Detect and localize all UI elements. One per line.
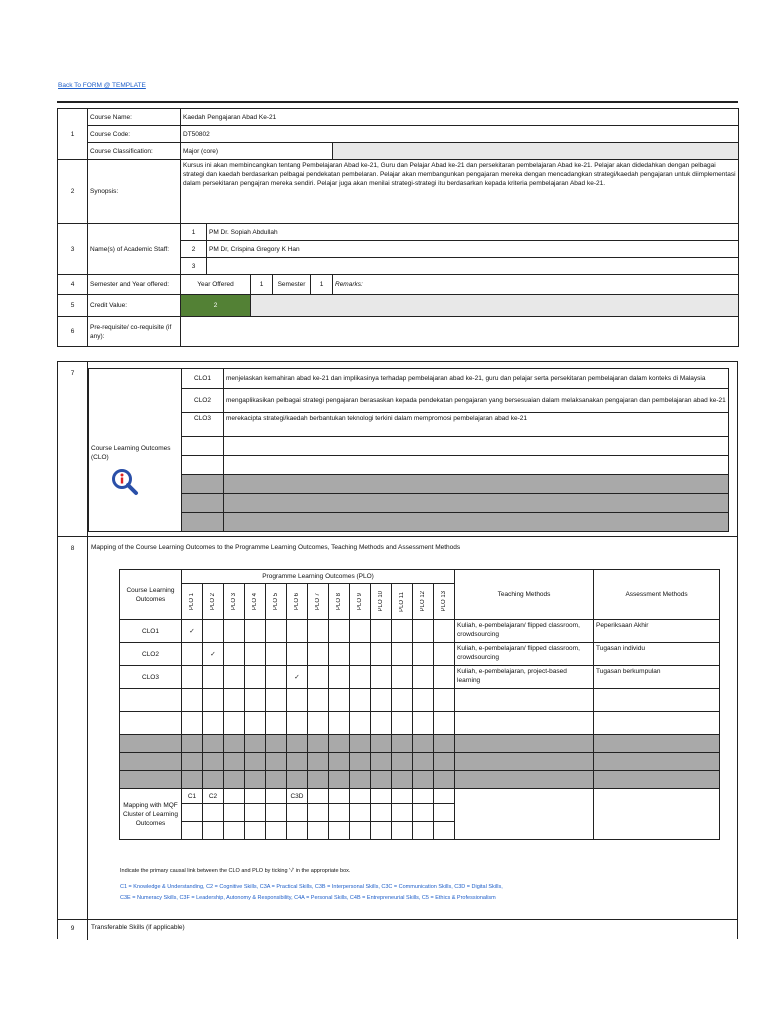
map-empty-cell [594, 712, 720, 735]
clo-label: Course Learning Outcomes (CLO) [91, 445, 171, 461]
plo-cell [350, 643, 371, 666]
mqf-cell [287, 804, 308, 822]
plo-cell [245, 620, 266, 643]
plo-header: Programme Learning Outcomes (PLO) [182, 570, 455, 584]
mqf-cell [308, 789, 329, 804]
mqf-cell [245, 804, 266, 822]
plo-cell [287, 643, 308, 666]
teaching-methods-header: Teaching Methods [455, 570, 594, 620]
plo-cell [308, 666, 329, 689]
tick-clo1-plo1: ✓ [182, 620, 203, 643]
map-clo1-assess: Peperiksaan Akhir [594, 620, 720, 643]
map-gray-cell [455, 771, 594, 789]
year-offered-value: 1 [251, 275, 273, 295]
clo-gray-text [224, 513, 729, 532]
row8-number-cell [58, 537, 88, 919]
plo-cell [413, 666, 434, 689]
mapping-title: Mapping of the Course Learning Outcomes to the Programme Learning Outcomes, Teaching Methods and Assessment Methods [91, 544, 461, 551]
map-gray-cell [120, 753, 182, 771]
ticking-note: Indicate the primary causal link between the CLO and PLO by ticking '√' in the appropriate box. [120, 868, 351, 874]
plo-header-label: PLO 2 [209, 592, 216, 610]
plo-cell [413, 643, 434, 666]
remarks-label: Remarks: [333, 275, 739, 295]
plo-cell [266, 620, 287, 643]
map-empty-cell [413, 712, 434, 735]
map-gray-cell [594, 771, 720, 789]
top-rule [57, 101, 738, 103]
map-gray-cell [245, 771, 266, 789]
plo-cell [245, 643, 266, 666]
map-gray-cell [203, 753, 224, 771]
plo-cell [308, 643, 329, 666]
clo3-id: CLO3 [182, 413, 224, 437]
plo-cell [371, 643, 392, 666]
info-magnifier-icon [111, 468, 139, 496]
credit-value: 2 [181, 295, 251, 317]
mqf-cell [413, 822, 434, 840]
map-gray-cell [245, 753, 266, 771]
row8-number: 8 [70, 545, 75, 552]
plo-header-5 [266, 584, 287, 620]
plo-cell [371, 666, 392, 689]
map-gray-cell [287, 753, 308, 771]
semester-year-label: Semester and Year offered: [88, 275, 181, 295]
prerequisite-value [181, 317, 739, 347]
mqf-c1: C1 [182, 789, 203, 804]
map-gray-cell [266, 735, 287, 753]
mqf-cell [371, 822, 392, 840]
map-gray-cell [371, 735, 392, 753]
plo-header-10 [371, 584, 392, 620]
clo-header: Course Learning Outcomes [120, 570, 182, 620]
map-gray-cell [308, 735, 329, 753]
plo-header-2 [203, 584, 224, 620]
plo-cell [413, 620, 434, 643]
section-9 [57, 919, 738, 939]
row7-number-cell [58, 362, 88, 536]
map-empty-cell [245, 689, 266, 712]
course-class-value: Major (core) [181, 143, 333, 160]
mqf-cell [329, 789, 350, 804]
mqf-cell [413, 804, 434, 822]
plo-cell [203, 620, 224, 643]
course-class-label: Course Classification: [88, 143, 181, 160]
mqf-cell [266, 804, 287, 822]
section-7 [57, 361, 738, 537]
mqf-legend-line1: C1 = Knowledge & Understanding, C2 = Cognitive Skills, C3A = Practical Skills, C3B = Interpersonal Skills, C3C = Communication Skills, C3D = Digital Skills, [120, 884, 503, 890]
map-gray-cell [203, 735, 224, 753]
course-info-table [57, 108, 739, 347]
mqf-cell [329, 804, 350, 822]
clo-gray-text [224, 494, 729, 513]
plo-header-8 [329, 584, 350, 620]
tick-clo3-plo6: ✓ [287, 666, 308, 689]
mqf-cell [434, 804, 455, 822]
row3-number: 3 [58, 224, 88, 275]
plo-header-label: PLO 4 [251, 592, 258, 610]
mqf-cell [182, 804, 203, 822]
map-gray-cell [203, 771, 224, 789]
staff-num-1: 1 [181, 224, 207, 241]
staff-name-3 [207, 258, 739, 275]
section-8 [57, 536, 738, 920]
semester-label: Semester [273, 275, 311, 295]
map-clo3-id: CLO3 [120, 666, 182, 689]
mqf-c3d: C3D [287, 789, 308, 804]
plo-cell [224, 643, 245, 666]
plo-cell [266, 666, 287, 689]
map-gray-cell [266, 771, 287, 789]
mqf-c2: C2 [203, 789, 224, 804]
course-code-label: Course Code: [88, 126, 181, 143]
plo-cell [329, 620, 350, 643]
mqf-cell [287, 822, 308, 840]
mqf-cell [224, 822, 245, 840]
mqf-cell [308, 822, 329, 840]
row1-number: 1 [58, 109, 88, 160]
map-clo1-teach: Kuliah, e-pembelajaran/ flipped classroom, crowdsourcing [455, 620, 594, 643]
map-gray-cell [329, 771, 350, 789]
mqf-cell [224, 789, 245, 804]
plo-header-3 [224, 584, 245, 620]
transferable-skills-label: Transferable Skills (if applicable) [91, 924, 185, 931]
mqf-cell [245, 789, 266, 804]
mqf-assess-empty [594, 789, 720, 840]
map-gray-cell [371, 753, 392, 771]
clo-gray-text [224, 475, 729, 494]
synopsis-label: Synopsis: [88, 160, 181, 224]
map-gray-cell [245, 735, 266, 753]
mqf-cell [434, 822, 455, 840]
map-empty-cell [203, 712, 224, 735]
map-clo2-id: CLO2 [120, 643, 182, 666]
mapping-table [119, 569, 720, 840]
map-empty-row [120, 712, 720, 735]
assessment-methods-header: Assessment Methods [594, 570, 720, 620]
map-row-clo3 [120, 666, 720, 689]
map-gray-cell [182, 753, 203, 771]
course-name-label: Course Name: [88, 109, 181, 126]
map-empty-cell [224, 712, 245, 735]
map-row-clo1 [120, 620, 720, 643]
plo-cell [287, 620, 308, 643]
plo-cell [224, 620, 245, 643]
semester-value: 1 [311, 275, 333, 295]
clo-empty-text [224, 437, 729, 456]
map-empty-cell [371, 712, 392, 735]
map-clo2-assess: Tugasan individu [594, 643, 720, 666]
mqf-cell [350, 789, 371, 804]
map-clo3-assess: Tugasan berkumpulan [594, 666, 720, 689]
plo-header-6 [287, 584, 308, 620]
map-empty-cell [413, 689, 434, 712]
clo2-id: CLO2 [182, 389, 224, 413]
clo-gray-id [182, 494, 224, 513]
map-gray-cell [120, 771, 182, 789]
plo-cell [329, 643, 350, 666]
mqf-cell [224, 804, 245, 822]
clo-gray-id [182, 475, 224, 494]
map-gray-cell [350, 771, 371, 789]
map-gray-cell [434, 771, 455, 789]
map-clo1-id: CLO1 [120, 620, 182, 643]
mqf-cell [266, 789, 287, 804]
credit-value-label: Credit Value: [88, 295, 181, 317]
mqf-cell [203, 804, 224, 822]
map-empty-cell [120, 689, 182, 712]
mqf-cell [392, 804, 413, 822]
mqf-cell [371, 789, 392, 804]
mqf-cell [182, 822, 203, 840]
plo-header-label: PLO 10 [377, 591, 384, 612]
map-gray-cell [120, 735, 182, 753]
synopsis-text: Kursus ini akan membincangkan tentang Pembelajaran Abad ke-21, Guru dan Pelajar Abad ke-21 dan persekitaran pembelajaran Abad ke-21. Pelajar akan didedahkan dengan pelbagai strategi dan kaedah berdasarkan pelbagai pendekatan pembelaran. Pelajar akan membangunkan pengajaran mereka dengan mencadangkan strategi/kaedah pengajaran untuk diimplementasi dalam persekitaran pengajran mereka sendiri. Pelajar juga akan menilai strategi-strategi itu berdasarkan kepada kriteria pembelajaran Abad ke-21. [181, 160, 739, 224]
map-empty-cell [434, 689, 455, 712]
map-empty-cell [224, 689, 245, 712]
plo-cell [371, 620, 392, 643]
mqf-cell [434, 789, 455, 804]
map-empty-cell [392, 689, 413, 712]
staff-num-2: 2 [181, 241, 207, 258]
plo-header-label: PLO 3 [230, 592, 237, 610]
plo-header-13 [434, 584, 455, 620]
mqf-cell [266, 822, 287, 840]
clo3-text: merekacipta strategi/kaedah berbantukan teknologi terkini dalam mempromosi pembelajaran abad ke-21 [224, 413, 729, 437]
map-gray-cell [413, 753, 434, 771]
clo-table [88, 368, 729, 532]
plo-cell [308, 620, 329, 643]
mqf-cell [350, 822, 371, 840]
mqf-cell [392, 789, 413, 804]
mqf-cell [392, 822, 413, 840]
clo-empty-id [182, 437, 224, 456]
plo-cell [224, 666, 245, 689]
map-gray-cell [329, 735, 350, 753]
row9-number: 9 [58, 920, 88, 940]
row2-number: 2 [58, 160, 88, 224]
map-clo3-teach: Kuliah, e-pembelajaran, project-based learning [455, 666, 594, 689]
map-empty-cell [392, 712, 413, 735]
map-gray-cell [308, 771, 329, 789]
map-empty-cell [182, 712, 203, 735]
map-gray-cell [371, 771, 392, 789]
map-empty-cell [350, 689, 371, 712]
map-empty-cell [308, 712, 329, 735]
map-empty-cell [434, 712, 455, 735]
map-gray-row [120, 753, 720, 771]
mqf-cell [413, 789, 434, 804]
clo-empty-id [182, 456, 224, 475]
plo-header-9 [350, 584, 371, 620]
clo-empty-text [224, 456, 729, 475]
map-empty-cell [266, 689, 287, 712]
plo-header-label: PLO 1 [188, 592, 195, 610]
map-gray-cell [350, 735, 371, 753]
plo-header-label: PLO 9 [356, 592, 363, 610]
clo-label-cell [89, 369, 182, 532]
mqf-cell [350, 804, 371, 822]
course-name-value: Kaedah Pengajaran Abad Ke-21 [181, 109, 739, 126]
map-empty-cell [245, 712, 266, 735]
mqf-teach-empty [455, 789, 594, 840]
staff-name-2: PM Dr, Crispina Gregory K Han [207, 241, 739, 258]
plo-cell [434, 620, 455, 643]
plo-cell [245, 666, 266, 689]
plo-cell [434, 643, 455, 666]
course-class-filler [333, 143, 739, 160]
map-gray-cell [455, 753, 594, 771]
map-gray-cell [224, 735, 245, 753]
row5-number: 5 [58, 295, 88, 317]
plo-header-7 [308, 584, 329, 620]
plo-header-11 [392, 584, 413, 620]
mqf-row-1 [120, 789, 720, 804]
mqf-cell [308, 804, 329, 822]
map-empty-row [120, 689, 720, 712]
mqf-cell [245, 822, 266, 840]
plo-cell [182, 643, 203, 666]
map-gray-cell [182, 771, 203, 789]
map-gray-cell [224, 771, 245, 789]
mqf-label: Mapping with MQF Cluster of Learning Outcomes [120, 789, 182, 840]
plo-header-label: PLO 5 [272, 592, 279, 610]
plo-cell [329, 666, 350, 689]
prerequisite-label: Pre-requisite/ co-requisite (if any): [88, 317, 181, 347]
mqf-cell [203, 822, 224, 840]
clo1-id: CLO1 [182, 369, 224, 389]
year-offered-label: Year Offered [181, 275, 251, 295]
map-empty-cell [371, 689, 392, 712]
plo-cell [350, 620, 371, 643]
map-empty-cell [120, 712, 182, 735]
plo-cell [350, 666, 371, 689]
map-empty-cell [266, 712, 287, 735]
map-gray-cell [266, 753, 287, 771]
academic-staff-label: Name(s) of Academic Staff: [88, 224, 181, 275]
map-empty-cell [455, 689, 594, 712]
map-gray-cell [392, 753, 413, 771]
map-empty-cell [329, 689, 350, 712]
plo-header-label: PLO 13 [440, 591, 447, 612]
row7-number: 7 [70, 370, 75, 377]
map-clo2-teach: Kuliah, e-pembelajaran/ flipped classroom, crowdsourcing [455, 643, 594, 666]
staff-name-1: PM Dr. Sopiah Abdullah [207, 224, 739, 241]
map-gray-cell [224, 753, 245, 771]
map-gray-cell [434, 735, 455, 753]
map-row-clo2 [120, 643, 720, 666]
map-gray-cell [182, 735, 203, 753]
map-gray-cell [413, 735, 434, 753]
map-empty-cell [182, 689, 203, 712]
map-gray-cell [350, 753, 371, 771]
mqf-cell [371, 804, 392, 822]
plo-cell [434, 666, 455, 689]
plo-header-label: PLO 8 [335, 592, 342, 610]
mqf-cell [329, 822, 350, 840]
clo1-text: menjelaskan kemahiran abad ke-21 dan implikasinya terhadap pembelajaran abad ke-21, guru dan pelajar serta persekitaran pembelajaran dalam konteks di Malaysia [224, 369, 729, 389]
plo-cell [392, 620, 413, 643]
map-empty-cell [455, 712, 594, 735]
row4-number: 4 [58, 275, 88, 295]
back-to-form-link[interactable]: Back To FORM @ TEMPLATE [58, 82, 146, 89]
map-empty-cell [329, 712, 350, 735]
map-gray-cell [329, 753, 350, 771]
credit-filler [251, 295, 739, 317]
map-empty-cell [203, 689, 224, 712]
staff-num-3: 3 [181, 258, 207, 275]
map-gray-cell [594, 753, 720, 771]
course-code-value: DT50802 [181, 126, 739, 143]
map-gray-cell [287, 771, 308, 789]
clo-gray-id [182, 513, 224, 532]
map-gray-cell [434, 753, 455, 771]
tick-clo2-plo2: ✓ [203, 643, 224, 666]
map-gray-cell [392, 735, 413, 753]
plo-header-4 [245, 584, 266, 620]
mqf-legend-line2: C3E = Numeracy Skills, C3F = Leadership, Autonomy & Responsibility, C4A = Personal Skills, C4B = Entrepreneurial Skills, C5 = Ethics & Professionalism [120, 895, 496, 901]
map-empty-cell [308, 689, 329, 712]
plo-header-label: PLO 12 [419, 591, 426, 612]
map-empty-cell [287, 689, 308, 712]
map-gray-row [120, 771, 720, 789]
map-gray-cell [392, 771, 413, 789]
plo-cell [203, 666, 224, 689]
plo-cell [392, 643, 413, 666]
clo2-text: mengaplikasikan pelbagai strategi pengajaran berasaskan kepada pendekatan pengajaran yang bersesuaian dalam melaksanakan pengajaran dan pembelajaran abad ke-21 [224, 389, 729, 413]
map-empty-cell [350, 712, 371, 735]
plo-header-label: PLO 6 [293, 592, 300, 610]
plo-header-12 [413, 584, 434, 620]
plo-cell [182, 666, 203, 689]
map-gray-cell [594, 735, 720, 753]
plo-cell [266, 643, 287, 666]
plo-cell [392, 666, 413, 689]
map-gray-row [120, 735, 720, 753]
plo-header-label: PLO 7 [314, 592, 321, 610]
map-gray-cell [455, 735, 594, 753]
row6-number: 6 [58, 317, 88, 347]
plo-header-label: PLO 11 [398, 591, 405, 612]
map-gray-cell [287, 735, 308, 753]
map-gray-cell [413, 771, 434, 789]
map-gray-cell [308, 753, 329, 771]
plo-header-1 [182, 584, 203, 620]
map-empty-cell [594, 689, 720, 712]
map-empty-cell [287, 712, 308, 735]
